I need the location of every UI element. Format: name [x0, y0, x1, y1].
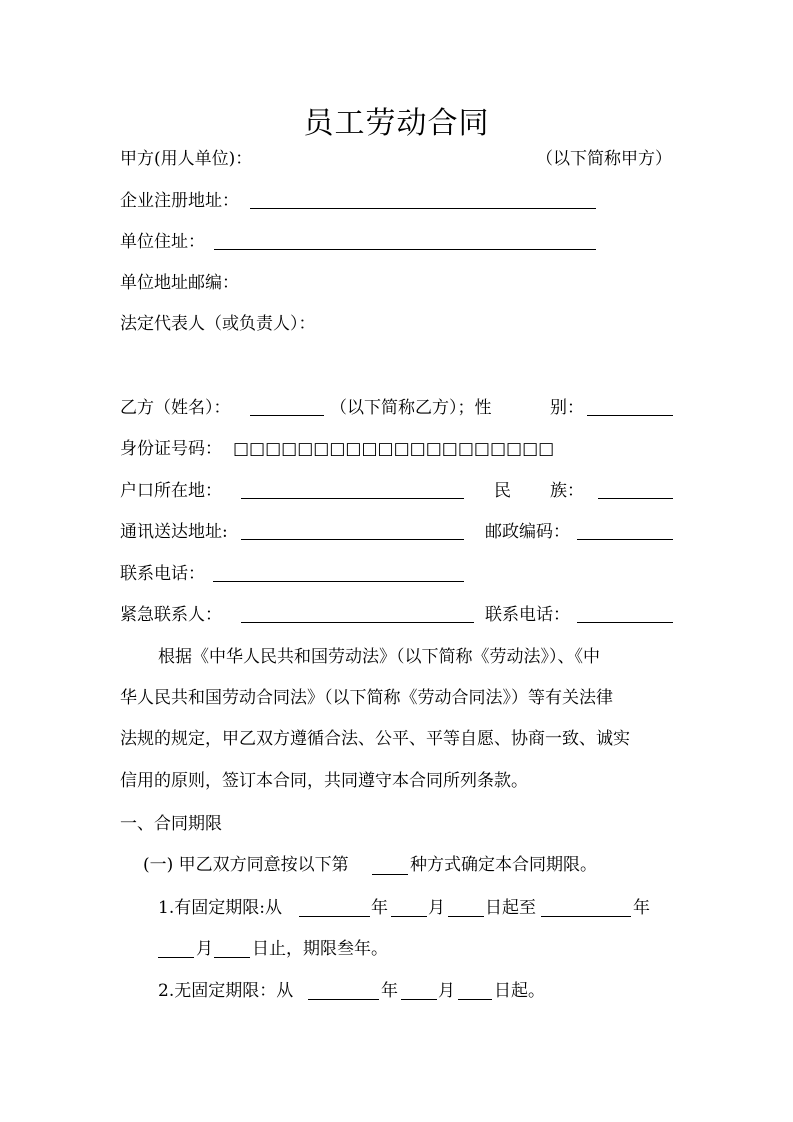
postal-code-label: 邮政编码：: [485, 522, 570, 542]
party-b-name-field[interactable]: [250, 415, 324, 416]
postal-code-field[interactable]: [577, 539, 673, 540]
item-1-g: 日止，期限叁年。: [252, 939, 388, 959]
item-1-f: 月: [196, 939, 213, 959]
item-1-a: 1.有固定期限:从: [158, 898, 282, 918]
section-1-heading: 一、合同期限: [120, 814, 222, 834]
mail-address-label: 通讯送达地址:: [120, 522, 228, 542]
fixed-start-year-field[interactable]: [299, 916, 370, 917]
id-number-label: 身份证号码：: [120, 439, 222, 459]
item-2-a: 2.无固定期限：从: [158, 981, 294, 1001]
legal-rep-label: 法定代表人（或负责人）：: [120, 314, 316, 334]
hukou-field[interactable]: [241, 498, 464, 499]
phone-label: 联系电话：: [120, 564, 205, 584]
fixed-start-day-field[interactable]: [448, 916, 484, 917]
address-label: 单位住址：: [120, 232, 205, 252]
item-2-c: 月: [438, 981, 455, 1001]
clause-1-suffix: 种方式确定本合同期限。: [410, 855, 597, 875]
party-b-name-label: 乙方（姓名）：: [120, 398, 231, 418]
fixed-end-day-field[interactable]: [214, 957, 250, 958]
party-b-alias: （以下简称乙方）；性: [330, 398, 492, 418]
fixed-end-year-field[interactable]: [541, 916, 631, 917]
open-start-month-field[interactable]: [401, 999, 437, 1000]
term-type-field[interactable]: [372, 874, 408, 875]
emergency-contact-label: 紧急联系人：: [120, 605, 222, 625]
party-a-alias: （以下简称甲方）: [536, 149, 672, 169]
ethnic-label-2: 族：: [550, 481, 584, 501]
item-1-e: 年: [633, 898, 650, 918]
ethnic-label-1: 民: [494, 481, 511, 501]
gender-label: 别：: [550, 398, 584, 418]
fixed-start-month-field[interactable]: [391, 916, 427, 917]
reg-address-label: 企业注册地址：: [120, 191, 239, 211]
fixed-end-month-field[interactable]: [158, 957, 194, 958]
party-a-label: 甲方(用人单位)：: [120, 149, 253, 169]
preamble-line-2: 华人民共和国劳动合同法》（以下简称《劳动合同法》）等有关法律: [120, 688, 613, 708]
item-1-d: 日起至: [485, 898, 536, 918]
preamble-line-1: 根据《中华人民共和国劳动法》（以下简称《劳动法》）、《中: [158, 647, 600, 667]
item-1-c: 月: [428, 898, 445, 918]
reg-address-field[interactable]: [250, 208, 596, 209]
preamble-line-3: 法规的规定，甲乙双方遵循合法、公平、平等自愿、协商一致、诚实: [120, 729, 630, 749]
item-1-b: 年: [371, 898, 388, 918]
clause-1-prefix: (一) 甲乙双方同意按以下第: [143, 855, 349, 875]
postcode-label: 单位地址邮编：: [120, 273, 239, 293]
item-2-d: 日起。: [494, 981, 545, 1001]
mail-address-field[interactable]: [241, 539, 464, 540]
ethnic-field[interactable]: [598, 498, 673, 499]
gender-field[interactable]: [587, 415, 673, 416]
item-2-b: 年: [381, 981, 398, 1001]
phone-field[interactable]: [213, 581, 464, 582]
emergency-contact-field[interactable]: [241, 622, 474, 623]
emergency-phone-field[interactable]: [577, 622, 673, 623]
address-field[interactable]: [214, 249, 596, 250]
preamble-line-4: 信用的原则，签订本合同，共同遵守本合同所列条款。: [120, 771, 528, 791]
open-start-year-field[interactable]: [308, 999, 379, 1000]
emergency-phone-label: 联系电话：: [485, 605, 570, 625]
open-start-day-field[interactable]: [458, 999, 492, 1000]
document-title: 员工劳动合同: [303, 106, 490, 141]
hukou-label: 户口所在地：: [120, 481, 222, 501]
id-number-boxes[interactable]: □□□□□□□□□□□□□□□□□□□□: [233, 439, 555, 459]
